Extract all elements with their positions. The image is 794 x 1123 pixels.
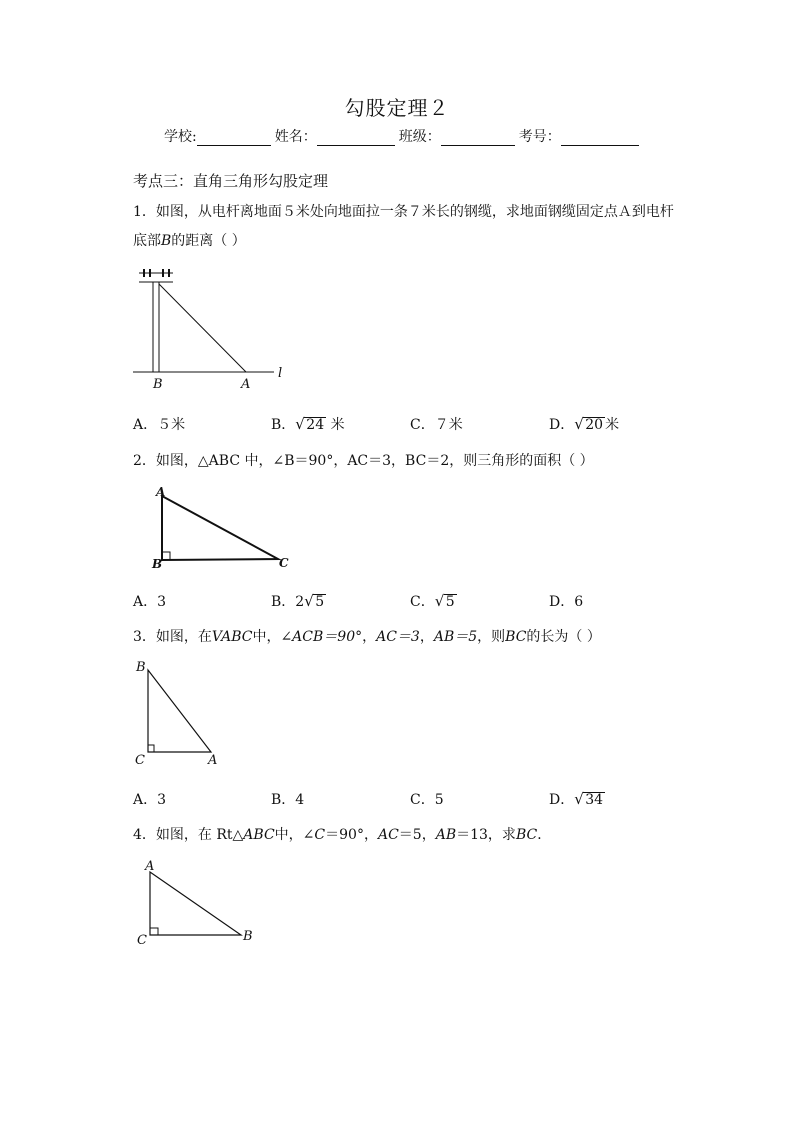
q3-label-A: A	[208, 753, 218, 768]
q2-option-a[interactable]: A．3	[133, 594, 167, 610]
q2-triangle	[162, 496, 278, 560]
q1-option-d[interactable]	[549, 414, 619, 434]
q3-label-B: B	[136, 660, 146, 675]
name-blank	[317, 131, 395, 146]
q3-label-C: C	[135, 753, 145, 768]
school-blank	[197, 131, 271, 146]
q2-option-c-prefix: C．	[410, 594, 435, 610]
q4-label-C: C	[137, 933, 147, 948]
q2-option-c-sqrt: √ 5	[434, 592, 455, 610]
q2-option-d[interactable]: D．6	[549, 594, 584, 610]
q4-text-a: 4．如图，在 Rt△	[133, 827, 244, 843]
q2-label-C: C	[279, 556, 289, 570]
q3-text-d: ∠ACB＝90°	[280, 629, 363, 645]
q3-text-f: AC＝3	[376, 629, 420, 645]
q3-option-d[interactable]	[549, 789, 605, 809]
q4-label-A: A	[145, 859, 155, 874]
q3-text-j: BC	[505, 629, 527, 645]
name-label: 姓名：	[274, 129, 317, 145]
q3-text	[133, 624, 601, 651]
q4-text-d: C	[314, 827, 326, 843]
q4-text-e: ＝90°，	[325, 827, 378, 843]
q1-option-d-sqrt: √ 20	[574, 415, 604, 433]
q2-option-b[interactable]	[271, 591, 326, 611]
q4-text-i: ＝13，求	[456, 827, 516, 843]
q1-text-c: 的距离（ ）	[171, 233, 246, 249]
section-heading: 考点三：直角三角形勾股定理	[133, 172, 329, 190]
q2-right-angle-mark	[162, 552, 170, 560]
q4-text-g: ＝5，	[398, 827, 436, 843]
q2-label-A: A	[156, 485, 166, 499]
student-info-row	[164, 126, 643, 146]
q3-text-i: ，则	[477, 629, 506, 645]
q4-text-k: ．	[537, 827, 552, 843]
q3-text-b: VABC	[211, 629, 253, 645]
q3-options	[0, 789, 794, 809]
q1-cable	[159, 284, 246, 372]
q3-option-b[interactable]: B．4	[271, 792, 305, 808]
q4-text-f: AC	[377, 827, 399, 843]
q2-option-b-radicand: 5	[315, 594, 325, 610]
q3-option-c[interactable]: C．5	[410, 792, 444, 808]
page-title: 勾股定理２	[344, 96, 450, 120]
q4-triangle	[150, 872, 241, 935]
q3-text-e: ，	[362, 629, 377, 645]
q2-option-c-radicand: 5	[445, 594, 455, 610]
q2-figure-triangle	[150, 484, 300, 574]
q1-label-A: A	[241, 377, 251, 392]
q1-text-line2	[133, 228, 246, 255]
q1-option-d-unit: 米	[605, 417, 620, 433]
q4-text-h: AB	[435, 827, 457, 843]
q1-option-b-sqrt: √ 24	[295, 415, 325, 433]
q1-text-b: B	[161, 233, 172, 249]
q1-options	[0, 414, 794, 434]
q3-triangle	[148, 670, 211, 752]
q3-option-d-sqrt: √ 34	[574, 790, 604, 808]
q1-option-b-prefix: B．	[271, 417, 296, 433]
q3-right-angle-mark	[148, 745, 154, 752]
q3-option-d-prefix: D．	[549, 792, 575, 808]
q2-options	[0, 591, 794, 611]
q4-text-j: BC	[515, 827, 538, 843]
q3-option-d-radicand: 34	[585, 792, 604, 808]
class-label: 班级：	[398, 129, 441, 145]
q4-figure-triangle	[133, 856, 273, 952]
q1-option-c[interactable]: C．７米	[410, 417, 463, 433]
number-blank	[561, 131, 639, 146]
q3-figure-triangle	[132, 658, 232, 770]
q2-option-b-prefix: B．2	[271, 594, 305, 610]
q4-label-B: B	[243, 929, 253, 944]
q2-label-B: B	[152, 557, 163, 571]
q4-text	[133, 822, 551, 849]
q3-text-k: 的长为（ ）	[526, 629, 601, 645]
q4-text-b: ABC	[243, 827, 275, 843]
class-blank	[441, 131, 515, 146]
q4-text-c: 中，∠	[274, 827, 315, 843]
q3-text-g: ，	[419, 629, 434, 645]
q1-option-a[interactable]: A．５米	[133, 417, 186, 433]
q1-option-d-radicand: 20	[585, 417, 604, 433]
school-label: 学校:	[164, 129, 197, 145]
q2-text: 2．如图，△ABC 中，∠B＝90°，AC＝3，BC＝2，则三角形的面积（ ）	[133, 453, 594, 469]
q3-option-a[interactable]: A．3	[133, 792, 167, 808]
q1-text-a: 底部	[133, 233, 161, 249]
q2-option-c[interactable]	[410, 591, 457, 611]
q2-option-b-sqrt: √ 5	[304, 592, 325, 610]
number-label: 考号：	[518, 129, 561, 145]
q1-label-B: B	[153, 377, 163, 392]
q1-option-d-prefix: D．	[549, 417, 575, 433]
q1-option-b[interactable]	[271, 414, 345, 434]
q4-right-angle-mark	[150, 928, 158, 935]
q3-text-a: 3．如图，在	[133, 629, 212, 645]
q1-option-b-radicand: 24	[306, 417, 325, 433]
q1-label-l: l	[278, 366, 283, 381]
q1-text-line1: 1．如图，从电杆离地面５米处向地面拉一条７米长的钢缆，求地面钢缆固定点Ａ到电杆	[133, 204, 674, 220]
q3-text-c: 中，	[252, 629, 281, 645]
q1-option-b-unit: 米	[326, 417, 345, 433]
q3-text-h: AB＝5	[433, 629, 478, 645]
q1-figure-pole	[128, 264, 288, 394]
